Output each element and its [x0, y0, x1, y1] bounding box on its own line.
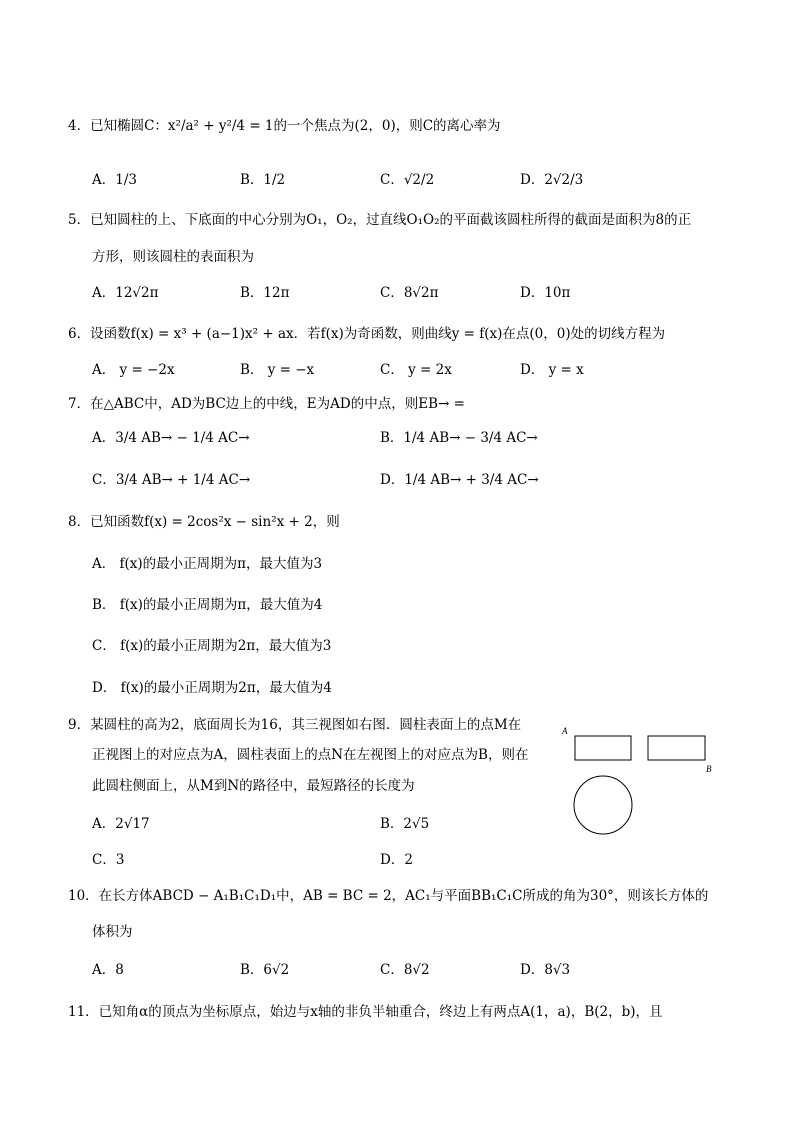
question-5-option-d: D．10π [520, 285, 571, 301]
three-view-figure [560, 722, 720, 842]
top-view-circle [574, 776, 632, 834]
question-5-line-1: 5．已知圆柱的上、下底面的中心分别为O₁，O₂，过直线O₁O₂的平面截该圆柱所得的截面是面积为8的正 [68, 212, 692, 228]
question-6-option-a: A． y = −2x [92, 362, 175, 378]
question-6-option-b: B． y = −x [240, 362, 315, 378]
question-4-option-c: C．√2/2 [380, 172, 435, 188]
question-6-text: 6．设函数f(x) = x³ + (a−1)x² + ax．若f(x)为奇函数，则曲线y = f(x)在点(0，0)处的切线方程为 [68, 326, 666, 342]
question-8-text: 8．已知函数f(x) = 2cos²x − sin²x + 2，则 [68, 514, 340, 530]
question-11-text: 11．已知角α的顶点为坐标原点，始边与x轴的非负半轴重合，终边上有两点A(1，a)，B(2，b)，且 [68, 1004, 663, 1020]
question-9-option-b: B．2√5 [380, 816, 430, 832]
question-10-option-c: C．8√2 [380, 962, 430, 978]
question-9-option-d: D．2 [380, 852, 413, 868]
question-10-line-2: 体积为 [92, 924, 133, 940]
question-4-option-d: D．2√2/3 [520, 172, 584, 188]
question-4-text: 4．已知椭圆C：x²/a² + y²/4 = 1的一个焦点为(2，0)，则C的离心率为 [68, 118, 501, 134]
question-5-option-c: C．8√2π [380, 285, 439, 301]
question-10-option-b: B．6√2 [240, 962, 290, 978]
question-8-option-c: C． f(x)的最小正周期为2π，最大值为3 [92, 638, 332, 654]
question-9-line-3: 此圆柱侧面上，从M到N的路径中，最短路径的长度为 [92, 778, 415, 794]
question-9-option-a: A．2√17 [92, 816, 150, 832]
figure-label-a: A [562, 726, 568, 736]
question-8-option-d: D． f(x)的最小正周期为2π，最大值为4 [92, 680, 332, 696]
question-7-option-d: D．1/4 AB→ + 3/4 AC→ [380, 472, 539, 488]
question-7-text: 7．在△ABC中，AD为BC边上的中线，E为AD的中点，则EB→ = [68, 396, 465, 412]
question-7-option-c: C．3/4 AB→ + 1/4 AC→ [92, 472, 251, 488]
question-6-option-d: D． y = x [520, 362, 584, 378]
side-view-rect [648, 736, 705, 760]
question-4-option-a: A．1/3 [92, 172, 137, 188]
question-9-line-2: 正视图上的对应点为A，圆柱表面上的点N在左视图上的对应点为B，则在 [92, 747, 529, 763]
question-4-option-b: B．1/2 [240, 172, 286, 188]
question-8-option-a: A． f(x)的最小正周期为π，最大值为3 [92, 556, 323, 572]
figure-label-b: B [706, 764, 712, 774]
question-7-option-b: B．1/4 AB→ − 3/4 AC→ [380, 430, 538, 446]
question-5-option-a: A．12√2π [92, 285, 159, 301]
question-9-option-c: C．3 [92, 852, 125, 868]
question-10-line-1: 10．在长方体ABCD − A₁B₁C₁D₁中，AB = BC = 2，AC₁与平面BB₁C₁C所成的角为30°，则该长方体的 [68, 888, 709, 904]
question-10-option-d: D．8√3 [520, 962, 571, 978]
question-8-option-b: B． f(x)的最小正周期为π，最大值为4 [92, 597, 323, 613]
question-10-option-a: A．8 [92, 962, 124, 978]
question-7-option-a: A．3/4 AB→ − 1/4 AC→ [92, 430, 250, 446]
question-9-line-1: 9．某圆柱的高为2，底面周长为16，其三视图如右图．圆柱表面上的点M在 [68, 717, 522, 733]
question-6-option-c: C． y = 2x [380, 362, 452, 378]
front-view-rect [575, 736, 631, 760]
question-5-line-2: 方形，则该圆柱的表面积为 [92, 249, 254, 265]
question-5-option-b: B．12π [240, 285, 290, 301]
